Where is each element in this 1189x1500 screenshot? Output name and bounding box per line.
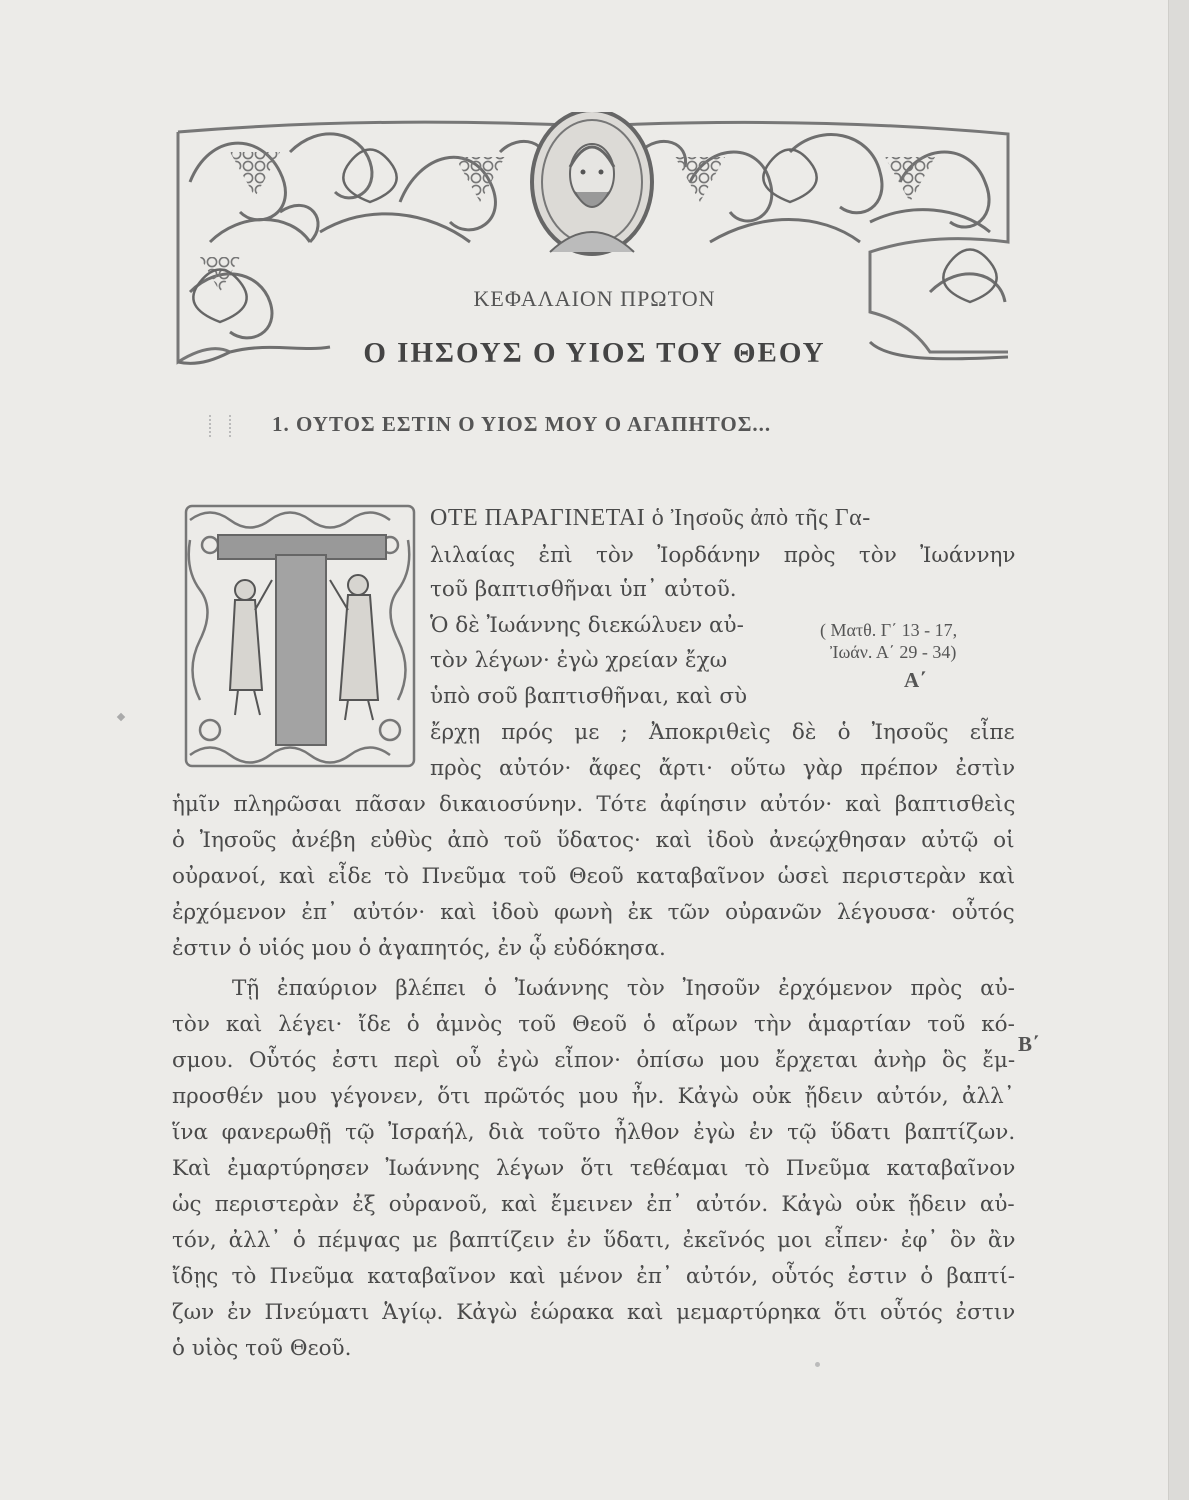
text-line: ἵνα φανερωθῇ τῷ Ἰσραήλ, διὰ τοῦτο ἦλθον ἐγὼ ἐν τῷ ὕδατι βαπτίζων.	[172, 1120, 1016, 1145]
text-line: σμου. Οὗτός ἐστι περὶ οὗ ἐγὼ εἶπον· ὀπίσω μου ἔρχεται ἀνὴρ ὃς ἔμ-	[172, 1048, 1016, 1073]
text-line: ἴδῃς τὸ Πνεῦμα καταβαῖνον καὶ μένον ἐπ᾽ αὐτόν, οὗτός ἐστιν ὁ βαπτί-	[172, 1264, 1016, 1289]
text-line: ἐστιν ὁ υἱός μου ὁ ἀγαπητός, ἐν ᾧ εὐδόκησα.	[172, 936, 666, 961]
text-line: ἡμῖν πληρῶσαι πᾶσαν δικαιοσύνην. Τότε ἀφίησιν αὐτόν· καὶ βαπτισθεὶς	[172, 792, 1016, 817]
text-line: τόν, ἀλλ᾽ ὁ πέμψας με βαπτίζειν ἐν ὕδατι, ἐκεῖνός μοι εἶπεν· ἐφ᾽ ὃν ἂν	[172, 1228, 1016, 1253]
page-mark	[117, 713, 125, 721]
page-mark	[815, 1362, 820, 1367]
text-line: ὁ υἱὸς τοῦ Θεοῦ.	[172, 1336, 352, 1361]
section-heading: 1. ΟΥΤΟΣ ΕΣΤΙΝ Ο ΥΙΟΣ ΜΟΥ Ο ΑΓΑΠΗΤΟΣ...	[272, 412, 772, 436]
text-line: Τῇ ἐπαύριον βλέπει ὁ Ἰωάννης τὸν Ἰησοῦν ἐρχόμενον πρὸς αὐ-	[232, 976, 1015, 1001]
page-edge	[1168, 0, 1189, 1500]
text-line: Καὶ ἐμαρτύρησεν Ἰωάννης λέγων ὅτι τεθέαμαι τὸ Πνεῦμα καταβαῖνον	[172, 1156, 1016, 1181]
text-line: ἐρχόμενον ἐπ᾽ αὐτόν· καὶ ἰδοὺ φωνὴ ἐκ τῶν οὐρανῶν λέγουσα· οὗτός	[172, 900, 1015, 925]
text-line: λιλαίας ἐπὶ τὸν Ἰορδάνην πρὸς τὸν Ἰωάννην	[430, 543, 1016, 568]
text-line: τοῦ βαπτισθῆναι ὑπ᾽ αὐτοῦ.	[430, 577, 737, 602]
text-line: οὐρανοί, καὶ εἶδε τὸ Πνεῦμα τοῦ Θεοῦ καταβαῖνον ὡσεὶ περιστερὰν καὶ	[172, 864, 1016, 889]
header-ornament-vine-icon	[170, 112, 1015, 374]
text-line: προσθέν μου γέγονεν, ὅτι πρῶτός μου ἦν. Κἀγὼ οὐκ ᾔδειν αὐτόν, ἀλλ᾽	[172, 1084, 1015, 1109]
margin-mark-a: Α΄	[904, 668, 927, 692]
scripture-reference-line2: Ἰωάν. Α΄ 29 - 34)	[830, 642, 957, 662]
text-line: τὸν λέγων· ἐγὼ χρείαν ἔχω	[430, 648, 728, 673]
text-line: ὁ Ἰησοῦς ἀνέβη εὐθὺς ἀπὸ τοῦ ὕδατος· καὶ ἰδοὺ ἀνεῴχθησαν αὐτῷ οἱ	[172, 828, 1015, 853]
text-line: πρὸς αὐτόν· ἄφες ἄρτι· οὕτω γὰρ πρέπον ἐστὶν	[430, 756, 1016, 781]
text-line: Ὁ δὲ Ἰωάννης διεκώλυεν αὐ-	[430, 613, 744, 638]
scripture-reference-line1: ( Ματθ. Γ΄ 13 - 17,	[820, 620, 958, 640]
text-line: τὸν καὶ λέγει· ἴδε ὁ ἀμνὸς τοῦ Θεοῦ ὁ αἴρων τὴν ἁμαρτίαν τοῦ κό-	[172, 1012, 1015, 1037]
stray-print-mark	[209, 415, 231, 437]
chapter-title: Ο ΙΗΣΟΥΣ Ο ΥΙΟΣ ΤΟΥ ΘΕΟΥ	[363, 337, 826, 369]
chapter-label: ΚΕΦΑΛΑΙΟΝ ΠΡΩΤΟΝ	[473, 286, 716, 311]
christ-medallion-icon	[532, 112, 652, 254]
margin-mark-b: Β΄	[1018, 1032, 1039, 1056]
text-line: ὡς περιστερὰν ἐξ οὐρανοῦ, καὶ ἔμεινεν ἐπ᾽ αὐτόν. Κἀγὼ οὐκ ᾔδειν αὐ-	[172, 1192, 1015, 1217]
text-line: ζων ἐν Πνεύματι Ἁγίῳ. Κἀγὼ ἑώρακα καὶ μεμαρτύρηκα ὅτι οὗτός ἐστιν	[172, 1300, 1016, 1325]
dropcap-illuminated-initial	[180, 500, 420, 772]
text-line: ΟΤΕ ΠΑΡΑΓΙΝΕΤΑΙ ὁ Ἰησοῦς ἀπὸ τῆς Γα-	[430, 505, 871, 531]
text-line: ὑπὸ σοῦ βαπτισθῆναι, καὶ σὺ	[430, 684, 748, 709]
text-line: ἔρχῃ πρός με ; Ἀποκριθεὶς δὲ ὁ Ἰησοῦς εἶπε	[430, 720, 1015, 745]
